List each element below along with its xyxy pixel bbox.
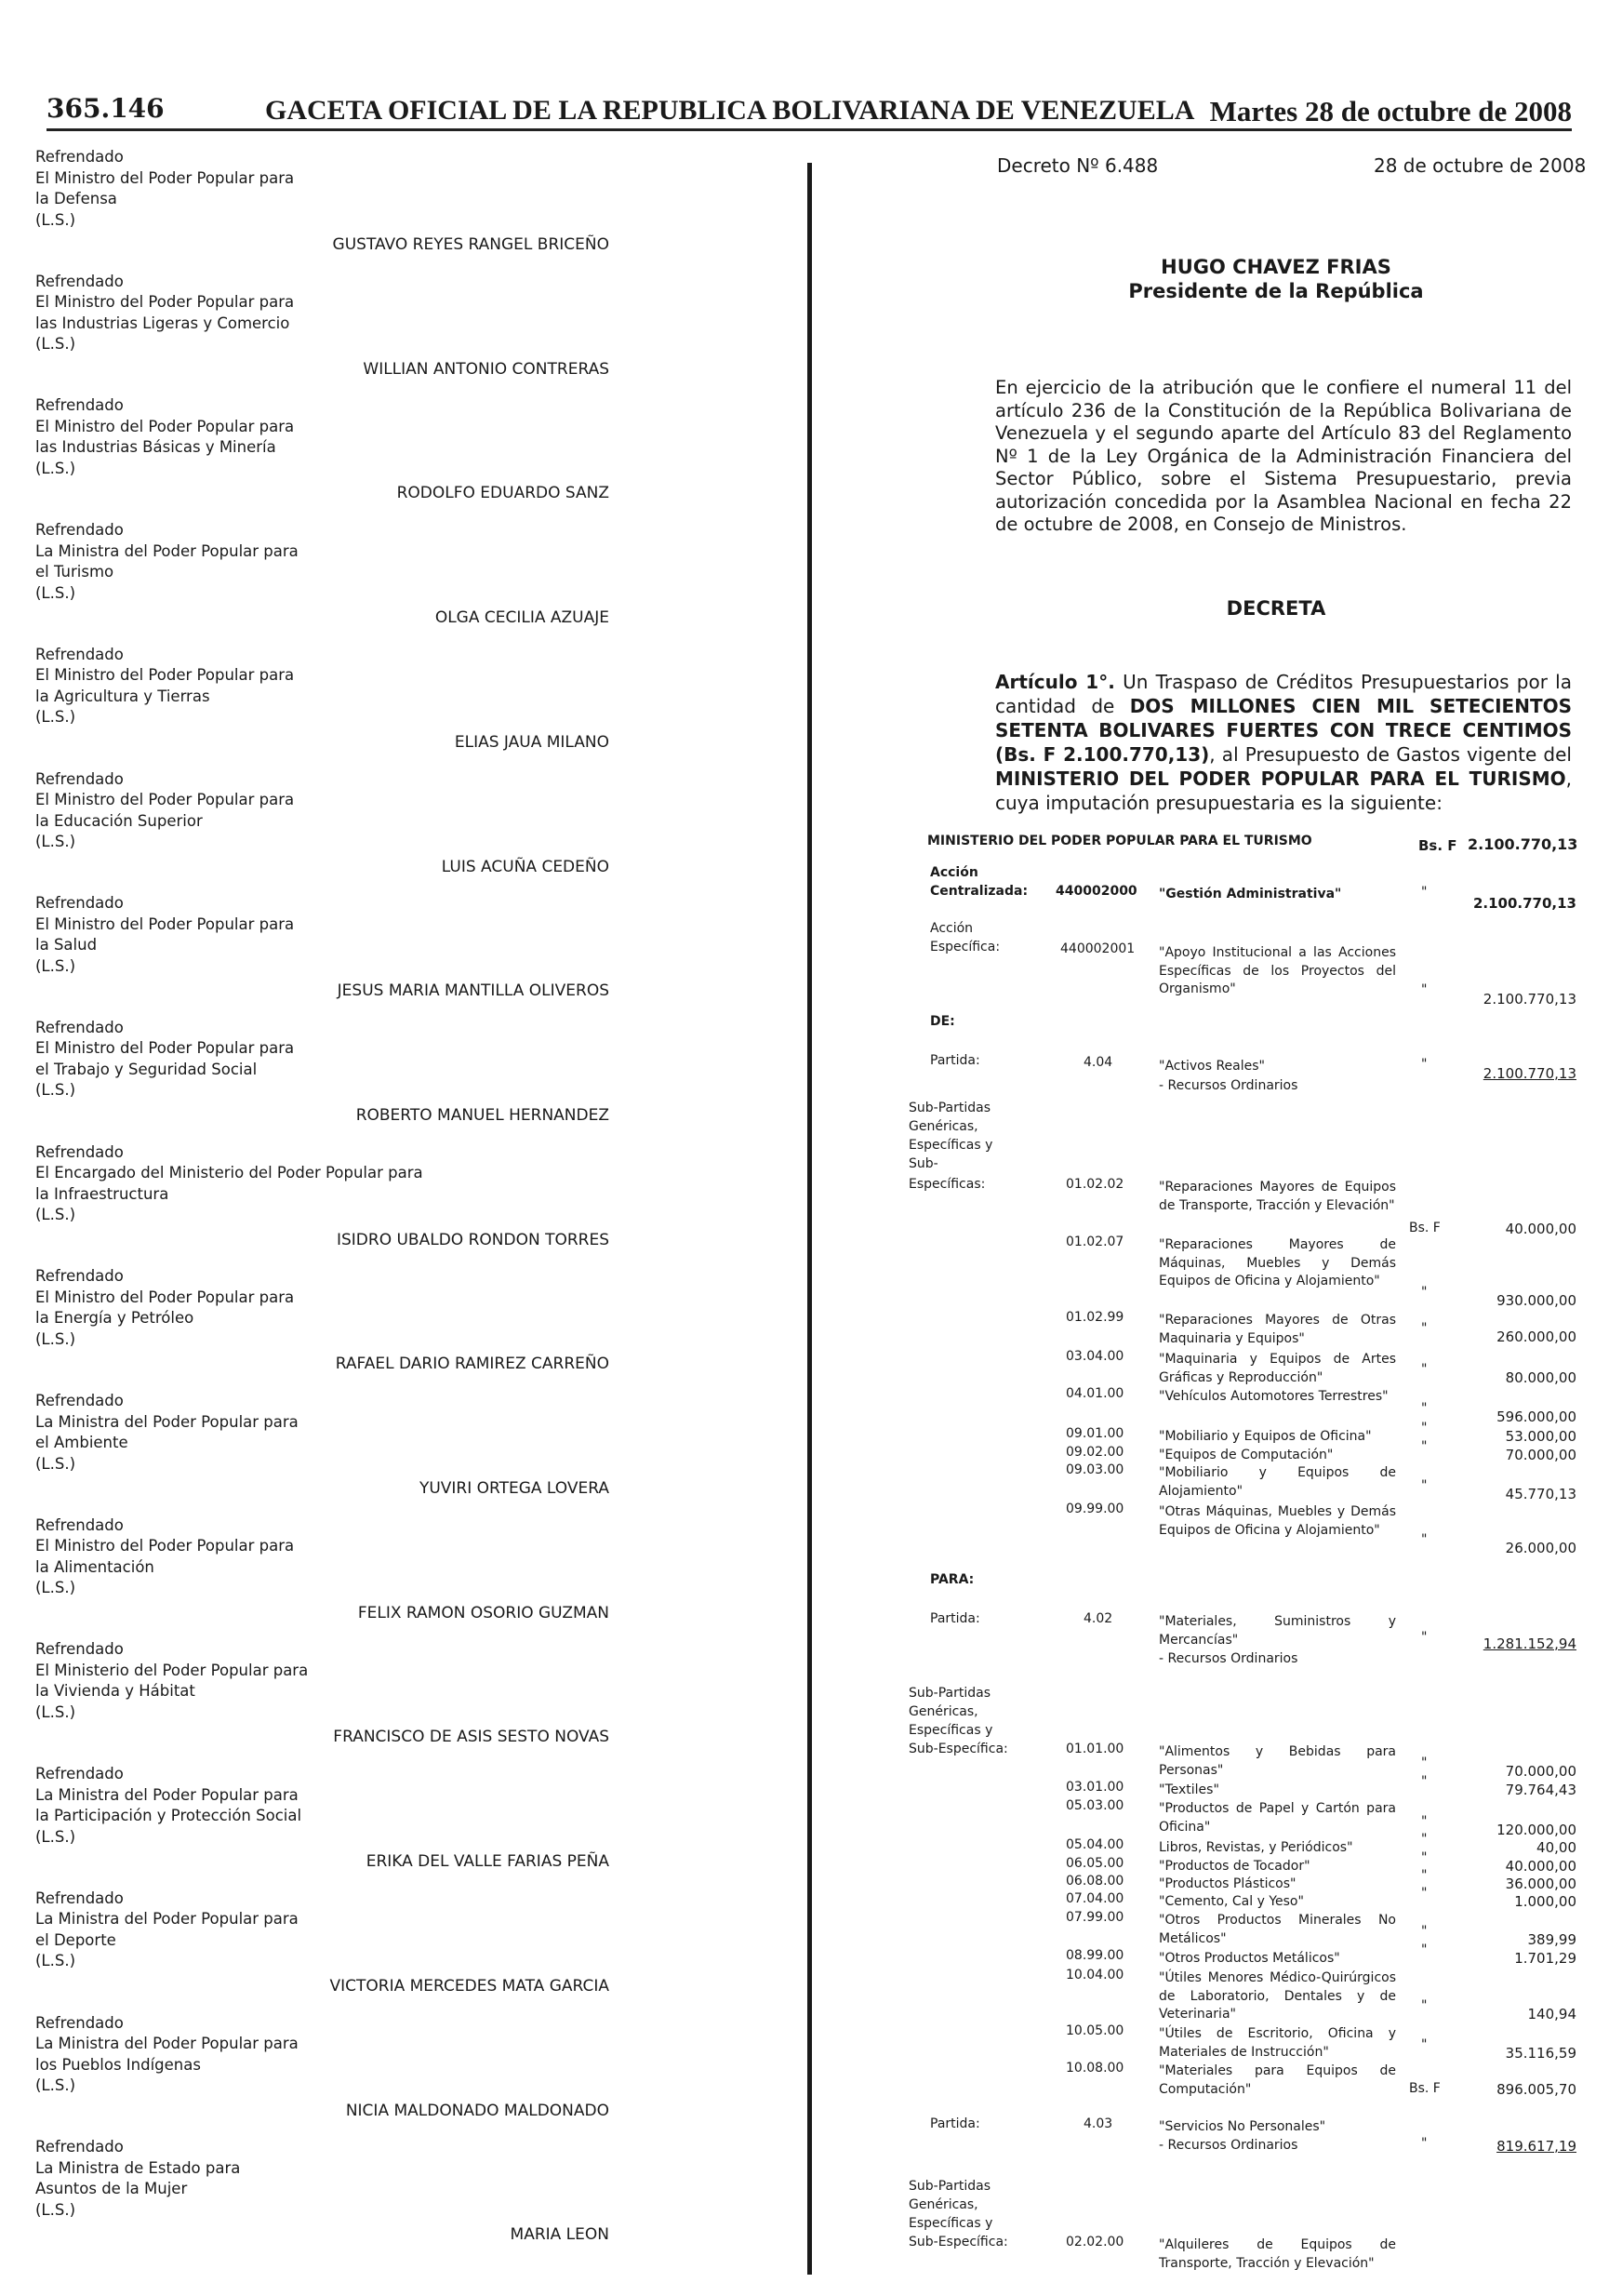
ditto-mark: " — [1421, 1850, 1428, 1865]
sub3-label-4: Sub-Específica: — [909, 2235, 1008, 2249]
para-item-desc: "Alimentos y Bebidas para Personas" — [1159, 1744, 1396, 1778]
esp-label-1: Acción — [930, 921, 974, 936]
refrendado-label: Refrendado — [35, 521, 124, 540]
decree-number: Decreto Nº 6.488 — [997, 154, 1159, 177]
refrendado-label: Refrendado — [35, 645, 124, 663]
de-item-code: 09.01.00 — [1066, 1426, 1124, 1441]
minister-title-line2: la Salud — [35, 936, 98, 954]
ditto-mark: " — [1421, 1998, 1428, 2013]
signer-name: LUIS ACUÑA CEDEÑO — [441, 857, 609, 876]
refrendado-block — [35, 395, 294, 479]
ditto-mark: " — [1421, 1439, 1428, 1454]
minister-title-line1: El Ministro del Poder Popular para — [35, 914, 295, 933]
minister-title-line2: la Defensa — [35, 190, 117, 207]
seal-ls: (L.S.) — [35, 1206, 76, 1224]
para-item-desc: "Productos de Tocador" — [1159, 1859, 1310, 1874]
refrendado-block — [35, 1639, 308, 1723]
minister-title-line1: La Ministra del Poder Popular para — [35, 1412, 299, 1431]
minister-title-line2: las Industrias Ligeras y Comercio — [35, 314, 290, 332]
de-partida-label: Partida: — [930, 1053, 980, 1068]
ditto-mark: " — [1421, 2037, 1428, 2052]
sub2-label-2: Genéricas, — [909, 1704, 978, 1719]
ditto-mark: " — [1421, 1755, 1428, 1770]
de-item-desc: "Maquinaria y Equipos de Artes Gráficas y Reproducción" — [1159, 1352, 1396, 1385]
ditto-mark: " — [1421, 1814, 1428, 1829]
ditto-mark: " — [1421, 1285, 1428, 1300]
budget-total: 2.100.770,13 — [1468, 835, 1578, 853]
p3-amount: 819.617,19 — [1496, 2138, 1576, 2155]
budget-currency: Bs. F — [1418, 837, 1457, 854]
signer-name: OLGA CECILIA AZUAJE — [434, 608, 609, 628]
refrendado-label: Refrendado — [35, 2013, 124, 2032]
seal-ls: (L.S.) — [35, 1329, 76, 1348]
minister-title-line1: El Ministro del Poder Popular para — [35, 791, 295, 808]
para-item-amount: 1.701,29 — [1514, 1950, 1576, 1967]
de-item-desc: "Mobiliario y Equipos de Alojamiento" — [1159, 1465, 1396, 1499]
minister-title-line2: la Alimentación — [35, 1557, 154, 1576]
de-item-desc: "Otras Máquinas, Muebles y Demás Equipos de Oficina y Alojamiento" — [1159, 1504, 1396, 1538]
de-partida-desc: "Activos Reales" — [1159, 1059, 1265, 1074]
de-partida-amount: 2.100.770,13 — [1483, 1065, 1576, 1082]
minister-title-line1: El Encargado del Ministerio del Poder Popular para — [35, 1164, 423, 1182]
sub3-label-1: Sub-Partidas — [909, 2179, 991, 2194]
de-item-amount: 596.000,00 — [1496, 1408, 1576, 1425]
refrendado-block — [35, 1515, 294, 1599]
signer-name: WILLIAN ANTONIO CONTRERAS — [363, 359, 609, 379]
signer-name: ERIKA DEL VALLE FARIAS PEÑA — [366, 1852, 609, 1872]
seal-ls: (L.S.) — [35, 833, 76, 850]
refrendado-label: Refrendado — [35, 2138, 124, 2156]
ditto-mark: " — [1421, 1630, 1428, 1645]
de-item-amount: 930.000,00 — [1496, 1292, 1576, 1309]
de-item-desc: "Reparaciones Mayores de Máquinas, Muebles y Demás Equipos de Oficina y Alojamiento" — [1159, 1237, 1396, 1288]
de-item-amount: 70.000,00 — [1505, 1447, 1576, 1463]
para-item-amount: 120.000,00 — [1496, 1822, 1576, 1838]
para-item-code: 10.04.00 — [1066, 1968, 1124, 1982]
sub2-label-1: Sub-Partidas — [909, 1686, 991, 1701]
minister-title-line2: la Participación y Protección Social — [35, 1807, 302, 1825]
article-text-1: Un Traspaso de Créditos Presupuestarios por la cantidad de — [995, 671, 1572, 717]
de-item-desc: "Vehículos Automotores Terrestres" — [1159, 1389, 1389, 1404]
para-item-amount: 1.000,00 — [1514, 1893, 1576, 1910]
sub-label-1: Sub-Partidas — [909, 1101, 991, 1115]
signer-name: ISIDRO UBALDO RONDON TORRES — [336, 1230, 609, 1249]
ditto-mark: " — [1421, 1832, 1428, 1847]
decreta-heading: DECRETA — [1226, 597, 1326, 620]
para-item-desc: "Materiales para Equipos de Computación" — [1159, 2063, 1396, 2097]
refrendado-block — [35, 1889, 299, 1972]
esp-label-2: Específica: — [930, 940, 1001, 954]
de-partida-code: 4.04 — [1084, 1055, 1113, 1070]
minister-title-line1: El Ministro del Poder Popular para — [35, 666, 295, 685]
ditto-mark: " — [1421, 1868, 1428, 1883]
refrendado-label: Refrendado — [35, 1515, 124, 1534]
article-ministry: MINISTERIO DEL PODER POPULAR PARA EL TURISMO — [995, 768, 1566, 790]
ditto-mark: " — [1421, 1321, 1428, 1336]
decree-date: 28 de octubre de 2008 — [1374, 154, 1587, 177]
signer-name: YUVIRI ORTEGA LOVERA — [419, 1479, 609, 1498]
seal-ls: (L.S.) — [35, 1081, 76, 1100]
de-item-code: 09.02.00 — [1066, 1445, 1124, 1460]
article-1 — [995, 670, 1572, 815]
refrendado-block — [35, 2013, 299, 2097]
para-item-code: 10.05.00 — [1066, 2023, 1124, 2038]
p3-code: 4.03 — [1084, 2116, 1113, 2131]
signer-name: MARIA LEON — [510, 2225, 609, 2245]
sub-label-5: Específicas: — [909, 1177, 986, 1192]
minister-title-line2: la Educación Superior — [35, 811, 203, 830]
refrendado-block — [35, 893, 294, 977]
president-name: HUGO CHAVEZ FRIAS — [1161, 256, 1391, 278]
minister-title-line2: el Turismo — [35, 563, 114, 581]
signer-name: VICTORIA MERCEDES MATA GARCIA — [329, 1976, 609, 1996]
refrendado-block — [35, 769, 294, 853]
seal-ls: (L.S.) — [35, 1579, 76, 1597]
signer-name: FELIX RAMON OSORIO GUZMAN — [357, 1603, 609, 1622]
de-item-code: 01.02.02 — [1066, 1177, 1124, 1192]
para-item-code: 07.99.00 — [1066, 1910, 1124, 1925]
minister-title-line2: el Deporte — [35, 1930, 116, 1949]
article-label: Artículo 1°. — [995, 671, 1115, 693]
article-amount: DOS MILLONES CIEN MIL SETECIENTOS SETENTA BOLIVARES FUERTES CON TRECE CENTIMOS (Bs. F 2.100.770,13) — [995, 695, 1572, 766]
seal-ls: (L.S.) — [35, 956, 76, 975]
signer-name: ELIAS JAUA MILANO — [454, 732, 609, 752]
minister-title-line2: las Industrias Básicas y Minería — [35, 438, 276, 457]
de-item-desc: "Equipos de Computación" — [1159, 1448, 1334, 1462]
minister-title-line1: El Ministro del Poder Popular para — [35, 1537, 295, 1555]
signer-name: GUSTAVO REYES RANGEL BRICEÑO — [332, 235, 609, 254]
de-item-currency: Bs. F — [1409, 1221, 1441, 1235]
refrendado-label: Refrendado — [35, 1889, 124, 1907]
de-item-code: 03.04.00 — [1066, 1349, 1124, 1364]
de-item-amount: 80.000,00 — [1505, 1369, 1576, 1386]
de-item-code: 09.03.00 — [1066, 1462, 1124, 1477]
accion-label-1: Acción — [930, 865, 978, 880]
seal-ls: (L.S.) — [35, 1952, 76, 1970]
ditto-mark: " — [1421, 1774, 1428, 1789]
refrendado-label: Refrendado — [35, 1765, 124, 1783]
minister-title-line2: el Trabajo y Seguridad Social — [35, 1060, 258, 1078]
refrendado-label: Refrendado — [35, 1142, 124, 1161]
para-item-desc: "Útiles Menores Médico-Quirúrgicos de Laboratorio, Dentales y de Veterinaria" — [1159, 1970, 1396, 2022]
para-partida-amount: 1.281.152,94 — [1483, 1635, 1576, 1652]
para-item-desc: "Textiles" — [1159, 1782, 1219, 1797]
accion-code: 440002000 — [1056, 884, 1137, 899]
refrendado-block — [35, 645, 294, 728]
para-item-desc: "Otros Productos Minerales No Metálicos" — [1159, 1913, 1396, 1946]
de-item-amount: 40.000,00 — [1505, 1221, 1576, 1237]
seal-ls: (L.S.) — [35, 708, 76, 727]
publication-title: GACETA OFICIAL DE LA REPUBLICA BOLIVARIANA DE VENEZUELA — [265, 95, 1195, 126]
minister-title-line1: La Ministra del Poder Popular para — [35, 2035, 299, 2052]
column-divider — [807, 163, 812, 2275]
para-partida-desc: "Materiales, Suministros y Mercancías" — [1159, 1614, 1396, 1648]
de-item-amount: 260.000,00 — [1496, 1328, 1576, 1345]
refrendado-label: Refrendado — [35, 1640, 124, 1659]
para-item-code: 10.08.00 — [1066, 2061, 1124, 2076]
para-item-desc: "Útiles de Escritorio, Oficina y Materiales de Instrucción" — [1159, 2026, 1396, 2060]
refrendado-label: Refrendado — [35, 769, 124, 788]
sub-label-2: Genéricas, — [909, 1119, 978, 1134]
ditto-mark: " — [1421, 1421, 1428, 1435]
minister-title-line1: La Ministra del Poder Popular para — [35, 1910, 299, 1929]
refrendado-block — [35, 1391, 299, 1475]
refrendado-block — [35, 272, 294, 355]
accion-amount: 2.100.770,13 — [1472, 895, 1576, 912]
signer-name: JESUS MARIA MANTILLA OLIVEROS — [337, 981, 609, 1001]
minister-title-line1: El Ministro del Poder Popular para — [35, 1039, 295, 1058]
signer-name: FRANCISCO DE ASIS SESTO NOVAS — [333, 1728, 609, 1747]
refrendado-block — [35, 2137, 240, 2221]
para-item-desc: "Productos de Papel y Cartón para Oficina" — [1159, 1801, 1396, 1835]
seal-ls: (L.S.) — [35, 459, 76, 477]
de-item-code: 04.01.00 — [1066, 1386, 1124, 1401]
para-item-desc: "Productos Plásticos" — [1159, 1876, 1297, 1891]
sub2-label-3: Específicas y — [909, 1723, 993, 1738]
para-partida-source: - Recursos Ordinarios — [1159, 1651, 1298, 1666]
ditto-mark: " — [1421, 1057, 1428, 1072]
refrendado-block — [35, 1764, 301, 1848]
para-item-amount: 35.116,59 — [1505, 2045, 1576, 2062]
p3-item-code: 02.02.00 — [1066, 2235, 1124, 2249]
minister-title-line1: La Ministra del Poder Popular para — [35, 541, 299, 560]
de-item-desc: "Reparaciones Mayores de Equipos de Transporte, Tracción y Elevación" — [1159, 1180, 1396, 1213]
minister-title-line1: El Ministro del Poder Popular para — [35, 1288, 295, 1306]
para-label: PARA: — [930, 1572, 975, 1587]
para-item-currency: Bs. F — [1409, 2081, 1441, 2096]
sub-label-4: Sub- — [909, 1156, 938, 1171]
seal-ls: (L.S.) — [35, 2076, 76, 2094]
ditto-mark: " — [1421, 1478, 1428, 1493]
para-item-code: 01.01.00 — [1066, 1742, 1124, 1756]
para-item-amount: 36.000,00 — [1505, 1876, 1576, 1892]
de-item-desc: "Mobiliario y Equipos de Oficina" — [1159, 1429, 1372, 1444]
ditto-mark: " — [1421, 1886, 1428, 1901]
de-item-code: 01.02.07 — [1066, 1235, 1124, 1249]
sub3-label-3: Específicas y — [909, 2216, 993, 2231]
refrendado-block — [35, 1142, 423, 1226]
ditto-mark: " — [1421, 1942, 1428, 1957]
refrendado-label: Refrendado — [35, 1267, 124, 1286]
para-item-desc: "Otros Productos Metálicos" — [1159, 1951, 1340, 1966]
refrendado-label: Refrendado — [35, 272, 124, 290]
p3-item-desc: "Alquileres de Equipos de Transporte, Tracción y Elevación" — [1159, 2237, 1396, 2271]
header-rule — [47, 128, 1572, 131]
para-item-code: 05.03.00 — [1066, 1798, 1124, 1813]
refrendado-block — [35, 147, 294, 231]
ditto-mark: " — [1421, 1401, 1428, 1416]
para-item-code: 03.01.00 — [1066, 1780, 1124, 1795]
refrendado-label: Refrendado — [35, 148, 124, 166]
minister-title-line1: La Ministra del Poder Popular para — [35, 1785, 299, 1804]
minister-title-line2: los Pueblos Indígenas — [35, 2055, 201, 2074]
refrendado-block — [35, 1266, 294, 1350]
seal-ls: (L.S.) — [35, 1454, 76, 1473]
minister-title-line1: El Ministro del Poder Popular para — [35, 168, 295, 187]
para-item-amount: 70.000,00 — [1505, 1763, 1576, 1780]
seal-ls: (L.S.) — [35, 1827, 76, 1846]
seal-ls: (L.S.) — [35, 583, 76, 602]
signer-name: NICIA MALDONADO MALDONADO — [345, 2101, 609, 2120]
sub-label-3: Específicas y — [909, 1138, 993, 1153]
issue-date: Martes 28 de octubre de 2008 — [1209, 95, 1572, 127]
de-item-amount: 26.000,00 — [1505, 1540, 1576, 1556]
esp-code: 440002001 — [1060, 941, 1136, 956]
para-item-amount: 896.005,70 — [1496, 2081, 1576, 2098]
esp-desc: "Apoyo Institucional a las Acciones Específicas de los Proyectos del Organismo" — [1159, 945, 1396, 996]
seal-ls: (L.S.) — [35, 2200, 76, 2219]
minister-title-line1: El Ministerio del Poder Popular para — [35, 1661, 309, 1679]
para-item-code: 07.04.00 — [1066, 1891, 1124, 1906]
article-text-3: , cuya imputación presupuestaria es la siguiente: — [995, 768, 1572, 814]
minister-title-line1: El Ministro del Poder Popular para — [35, 417, 295, 435]
para-item-desc: "Cemento, Cal y Yeso" — [1159, 1894, 1304, 1909]
para-partida-code: 4.02 — [1084, 1611, 1113, 1626]
para-item-code: 06.05.00 — [1066, 1856, 1124, 1871]
minister-title-line2: la Energía y Petróleo — [35, 1309, 194, 1328]
accion-name: "Gestión Administrativa" — [1159, 887, 1342, 901]
minister-title-line2: el Ambiente — [35, 1434, 128, 1451]
seal-ls: (L.S.) — [35, 1702, 76, 1721]
de-partida-source: - Recursos Ordinarios — [1159, 1078, 1298, 1093]
budget-ministry: MINISTERIO DEL PODER POPULAR PARA EL TURISMO — [927, 834, 1312, 848]
para-partida-label: Partida: — [930, 1611, 980, 1626]
para-item-amount: 79.764,43 — [1505, 1782, 1576, 1798]
gazette-header — [47, 93, 1572, 132]
ditto-mark: " — [1421, 2136, 1428, 2151]
de-item-code: 01.02.99 — [1066, 1310, 1124, 1325]
p3-source: - Recursos Ordinarios — [1159, 2138, 1298, 2153]
sub2-label-4: Sub-Específica: — [909, 1742, 1008, 1756]
page-number: 365.146 — [47, 93, 165, 124]
de-item-code: 09.99.00 — [1066, 1502, 1124, 1516]
minister-title-line1: El Ministro del Poder Popular para — [35, 293, 295, 312]
p3-label: Partida: — [930, 2116, 980, 2131]
para-item-desc: Libros, Revistas, y Periódicos" — [1159, 1840, 1353, 1855]
ditto-mark: " — [1421, 885, 1428, 900]
ditto-mark: " — [1421, 1362, 1428, 1377]
de-item-desc: "Reparaciones Mayores de Otras Maquinaria y Equipos" — [1159, 1313, 1396, 1346]
minister-title-line2: Asuntos de la Mujer — [35, 2180, 188, 2198]
de-item-amount: 53.000,00 — [1505, 1428, 1576, 1445]
refrendado-label: Refrendado — [35, 1392, 124, 1409]
p3-desc: "Servicios No Personales" — [1159, 2119, 1326, 2134]
president-title: Presidente de la República — [1128, 280, 1424, 302]
para-item-amount: 389,99 — [1527, 1931, 1576, 1948]
minister-title-line2: la Agricultura y Tierras — [35, 687, 210, 705]
para-item-code: 06.08.00 — [1066, 1874, 1124, 1889]
minister-title-line2: la Infraestructura — [35, 1184, 169, 1203]
minister-title-line2: la Vivienda y Hábitat — [35, 1682, 195, 1701]
ditto-mark: " — [1421, 1924, 1428, 1939]
refrendado-block — [35, 520, 299, 604]
signer-name: RAFAEL DARIO RAMIREZ CARREÑO — [335, 1355, 609, 1374]
preamble-paragraph: En ejercicio de la atribución que le confiere el numeral 11 del artículo 236 de la Constitución de la República Bolivariana de Venezuela y el segundo aparte del Artículo 83 del Reglamento Nº 1 de la Ley Orgánica de la Administración Financiera del Sector Público, sobre el Sistema Presupuestario, previa autorización concedida por la Asamblea Nacional en fecha 22 de octubre de 2008, en Consejo de Ministros. — [995, 377, 1572, 535]
refrendado-label: Refrendado — [35, 894, 124, 913]
para-item-code: 05.04.00 — [1066, 1837, 1124, 1852]
de-item-amount: 45.770,13 — [1505, 1486, 1576, 1502]
signer-name: RODOLFO EDUARDO SANZ — [396, 484, 609, 503]
article-text-2: , al Presupuesto de Gastos vigente del — [1209, 743, 1572, 766]
seal-ls: (L.S.) — [35, 210, 76, 229]
ditto-mark: " — [1421, 1532, 1428, 1547]
para-item-amount: 40.000,00 — [1505, 1858, 1576, 1875]
refrendado-block — [35, 1018, 294, 1101]
accion-label-2: Centralizada: — [930, 884, 1029, 899]
para-item-amount: 140,94 — [1527, 2006, 1576, 2022]
sub3-label-2: Genéricas, — [909, 2197, 978, 2212]
esp-amount: 2.100.770,13 — [1483, 991, 1576, 1008]
seal-ls: (L.S.) — [35, 335, 76, 354]
refrendado-label: Refrendado — [35, 1018, 124, 1036]
ditto-mark: " — [1421, 982, 1428, 997]
signer-name: ROBERTO MANUEL HERNANDEZ — [355, 1105, 609, 1125]
minister-title-line1: La Ministra de Estado para — [35, 2158, 241, 2177]
para-item-amount: 40,00 — [1536, 1839, 1576, 1856]
de-label: DE: — [930, 1014, 955, 1029]
para-item-code: 08.99.00 — [1066, 1948, 1124, 1963]
refrendado-label: Refrendado — [35, 396, 124, 415]
